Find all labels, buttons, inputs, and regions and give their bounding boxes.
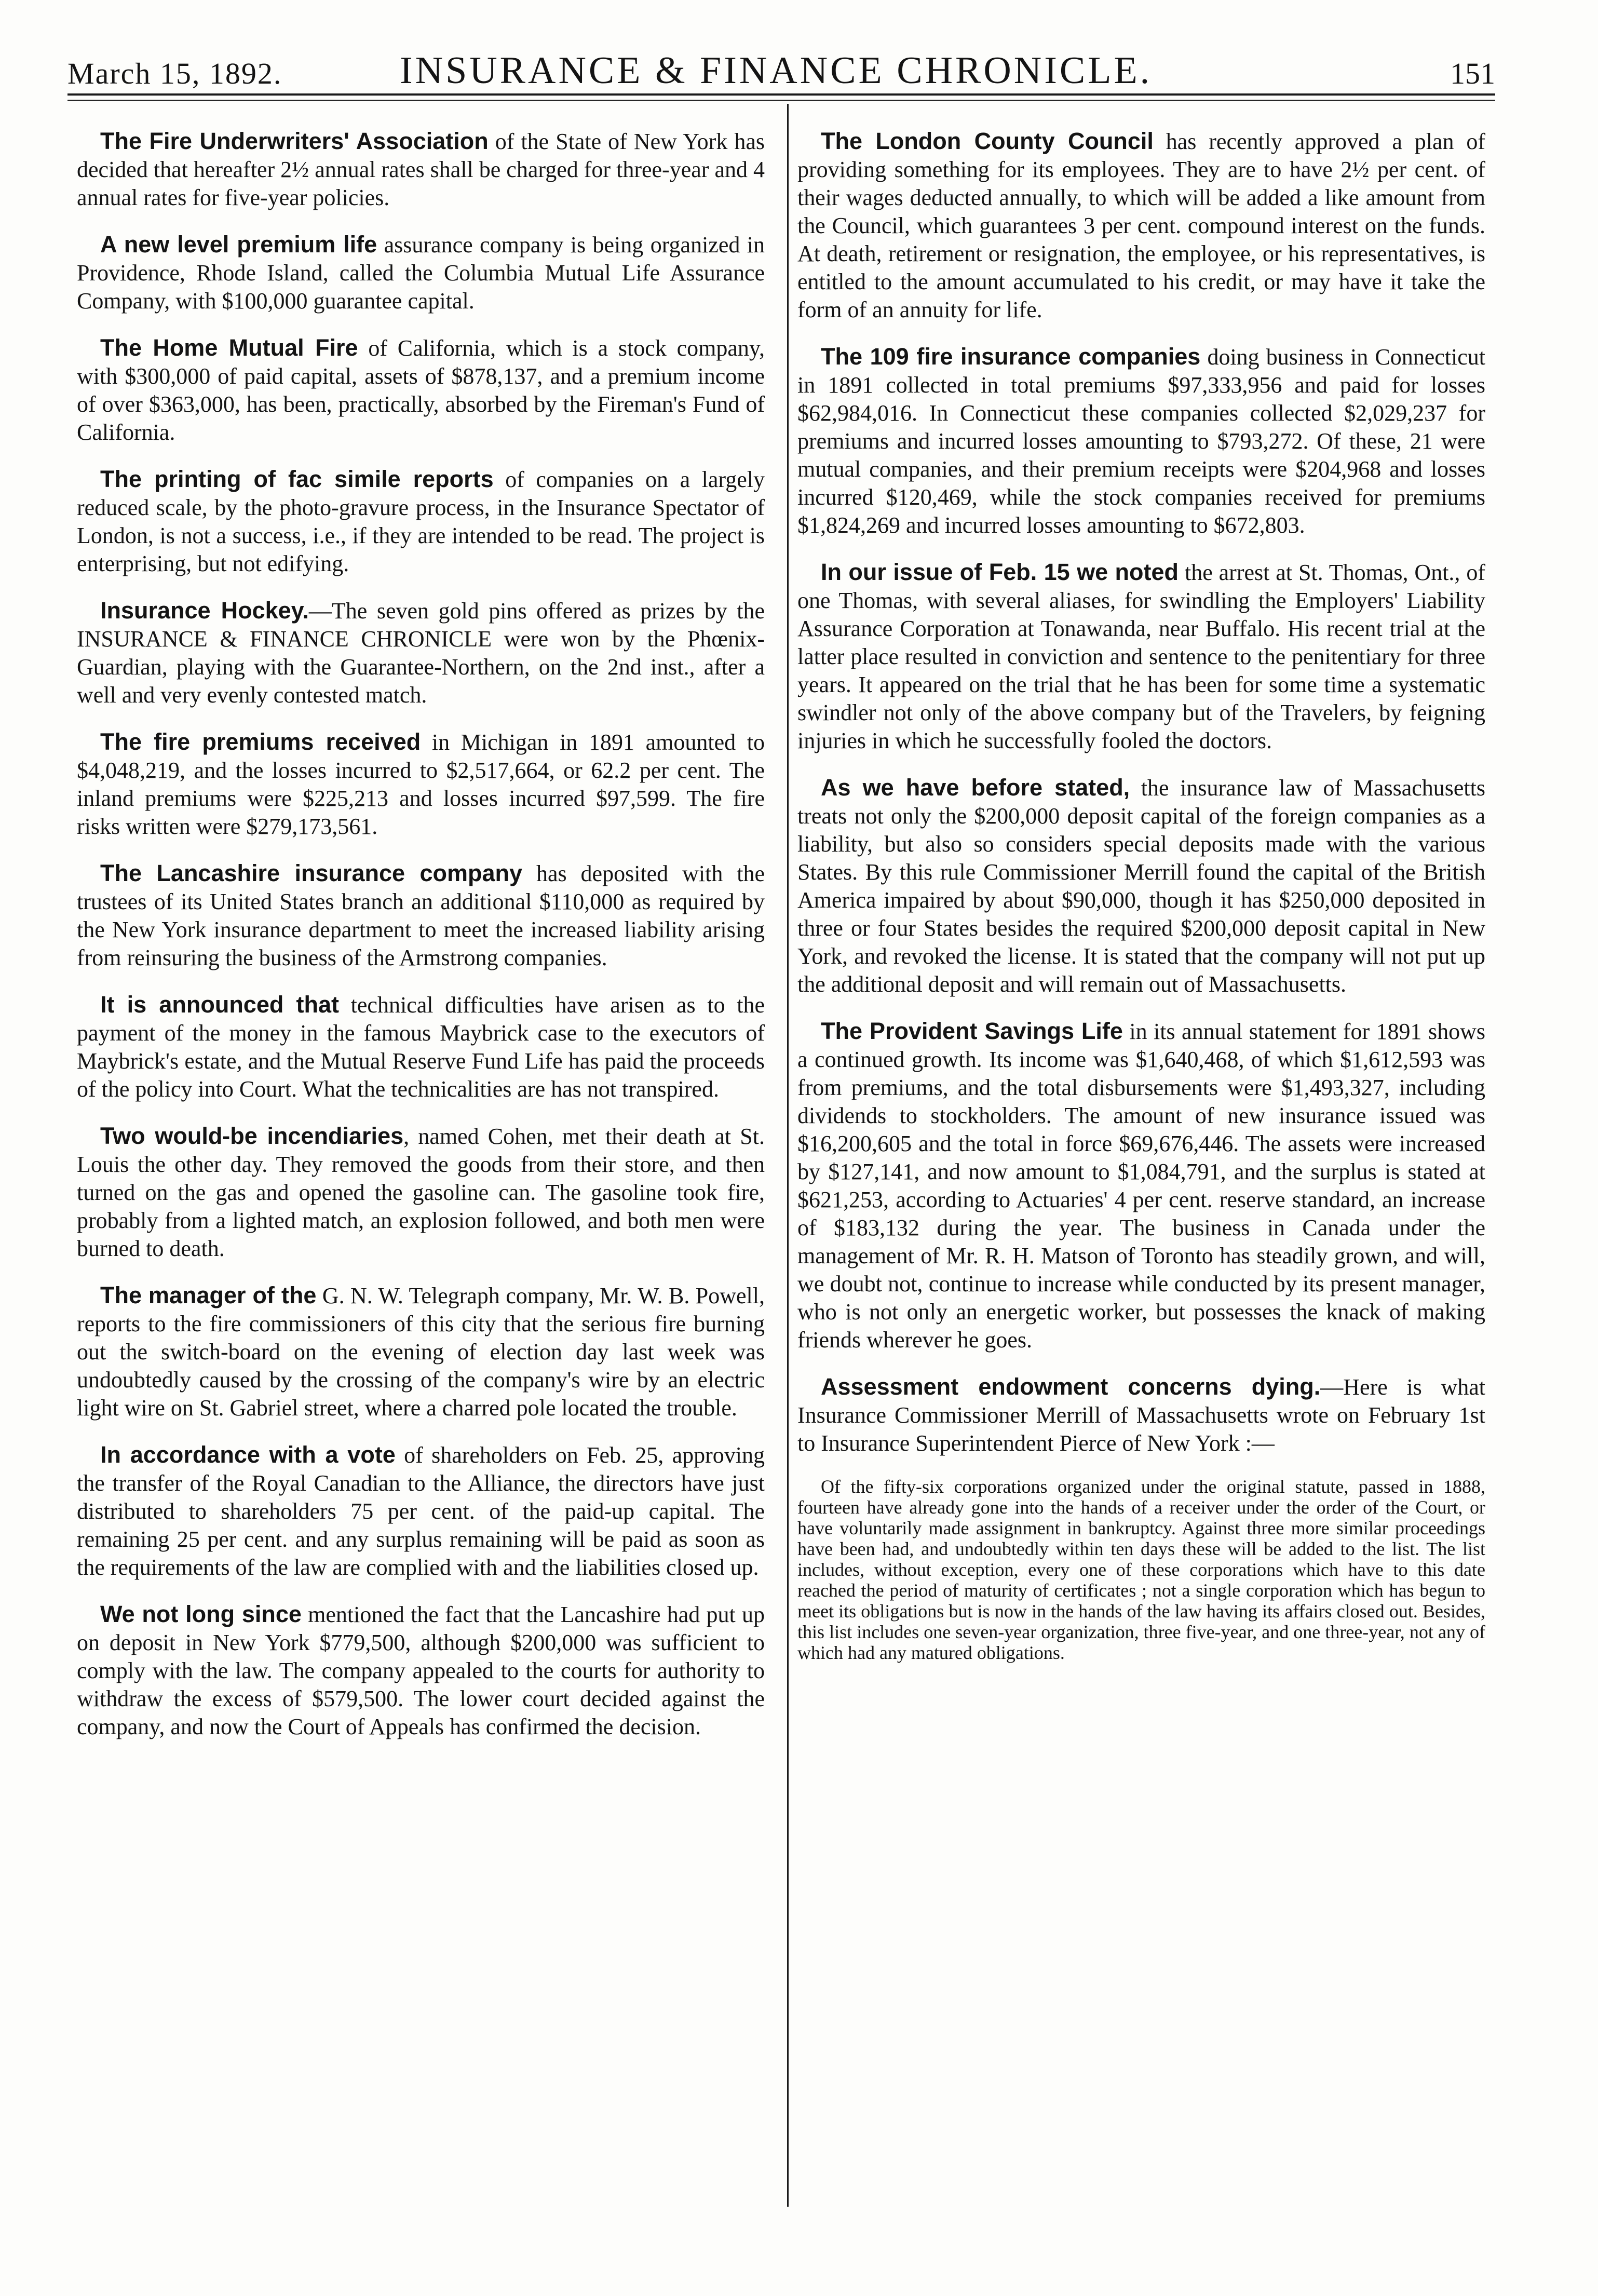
page-header (67, 42, 1495, 99)
news-item (77, 1441, 765, 1582)
header-rule-thick (67, 93, 1495, 96)
news-item (77, 597, 765, 709)
news-item-text: has recently approved a plan of providing something for its employees. They are to have 2½ per cent. of their wages deducted annually, to which will be added a like amount from the Council, which guarantees 3 per cent. compound interest on the funds. At death, retirement or resignation, the employee, or his representatives, is entitled to the amount accumulated to his credit, or may have it take the form of an annuity for life. (797, 129, 1485, 322)
news-item (77, 465, 765, 578)
news-item-lead: The London County Council (821, 128, 1154, 154)
news-item-lead: In our issue of Feb. 15 we noted (821, 559, 1179, 585)
news-item-text: has deposited with the trustees of its United States branch an additional $110,000 as required by the New York insurance department to meet the increased liability arising from reinsuring the business of the Armstrong companies. (77, 861, 765, 970)
news-item (77, 1600, 765, 1741)
news-item-lead: Two would-be incendiaries (100, 1123, 404, 1149)
news-item-text: G. N. W. Telegraph company, Mr. W. B. Powell, reports to the fire commissioners of this city that the serious fire burning out the switch-board on the evening of election day last week was undoubtedly caused by the crossing of the company's wire by an electric light wire on St. Gabriel street, where a charred pole located the trouble. (77, 1283, 765, 1421)
left-column (77, 127, 765, 2209)
news-item (77, 728, 765, 841)
news-item (77, 334, 765, 447)
news-item (77, 1281, 765, 1422)
news-item-text: of the State of New York has decided that hereafter 2½ annual rates shall be charged for three-year and 4 annual rates for five-year policies. (77, 129, 765, 210)
right-column-items (797, 127, 1485, 1457)
news-item (77, 859, 765, 972)
news-item (797, 127, 1485, 324)
column-divider (787, 104, 789, 2207)
news-item (797, 1373, 1485, 1457)
news-item-lead: The fire premiums received (100, 728, 421, 755)
news-item-text: of California, which is a stock company, with $300,000 of paid capital, assets of $878,137, and a premium income of over $363,000, has been, practically, absorbed by the Fireman's Fund of California. (77, 335, 765, 445)
news-item-lead: The Lancashire insurance company (100, 860, 523, 886)
news-item-lead: The 109 fire insurance companies (821, 343, 1201, 370)
news-item (797, 774, 1485, 998)
news-item-lead: The Home Mutual Fire (100, 334, 358, 361)
news-item-lead: We not long since (100, 1601, 302, 1627)
news-item-text: in Michigan in 1891 amounted to $4,048,219, and the losses incurred to $2,517,664, or 62.2 per cent. The inland premiums were $225,213 and losses incurred $97,599. The fire risks written were $279,173,561. (77, 730, 765, 839)
news-item (797, 343, 1485, 539)
news-item-text: —The seven gold pins offered as prizes by the INSURANCE & FINANCE CHRONICLE were won by the Phœnix-Guardian, playing with the Guarantee-Northern, on the 2nd inst., after a well and very evenly contested match. (77, 598, 765, 708)
news-item-text: mentioned the fact that the Lancashire had put up on deposit in New York $779,500, although $200,000 was sufficient to comply with the law. The company appealed to the courts for authority to withdraw the excess of $579,500. The lower court decided against the company, and now the Court of Appeals has confirmed the decision. (77, 1602, 765, 1739)
news-item (797, 558, 1485, 755)
news-item (77, 991, 765, 1103)
news-item-lead: The Fire Underwriters' Association (100, 128, 489, 154)
news-item (77, 127, 765, 212)
news-item-lead: As we have before stated, (821, 774, 1130, 801)
news-item-lead: The Provident Savings Life (821, 1018, 1123, 1044)
news-item-text: the insurance law of Massachusetts treats not only the $200,000 deposit capital of the foreign companies as a liability, but also so considers special deposits made with the various States. By this rule Commissioner Merrill found the capital of the British America impaired by about $90,000, though it has $250,000 deposited in three or four States besides the required $200,000 deposit capital in New York, and revoked the license. It is stated that the company will not put up the additional deposit and will remain out of Massachusetts. (797, 775, 1485, 997)
news-item-text: , named Cohen, met their death at St. Louis the other day. They removed the goods from their store, and then turned on the gas and opened the gasoline can. The gasoline took fire, probably from a lighted match, an explosion followed, and both men were burned to death. (77, 1124, 765, 1261)
right-column (797, 127, 1485, 2209)
news-item (77, 1122, 765, 1263)
news-item-text: assurance company is being organized in Providence, Rhode Island, called the Columbia Mutual Life Assurance Company, with $100,000 guarantee capital. (77, 232, 765, 314)
news-item-lead: The manager of the (100, 1282, 317, 1308)
news-item-text: the arrest at St. Thomas, Ont., of one Thomas, with several aliases, for swindling the Employers' Liability Assurance Corporation at Tonawanda, near Buffalo. His recent trial at the latter place resulted in conviction and sentence to the penitentiary for three years. It appeared on the trial that he has been for some time a systematic swindler not only of the above company but of the Travelers, by feigning injuries in which he successfully fooled the doctors. (797, 560, 1485, 753)
news-item-text: in its annual statement for 1891 shows a continued growth. Its income was $1,640,468, of which $1,612,593 was from premiums, and the total disbursements were $1,493,327, including dividends to stockholders. The amount of new insurance issued was $16,200,605 and the total in force $69,676,446. The assets were increased by $127,141, and now amount to $1,084,791, and the surplus is stated at $621,253, according to Actuaries' 4 per cent. reserve standard, an increase of $183,132 during the year. The business in Canada under the management of Mr. R. H. Matson of Toronto has steadily grown, and will, we doubt not, continue to increase while conducted by its present manager, who is not only an energetic worker, but possesses the knack of making friends wherever he goes. (797, 1019, 1485, 1353)
news-item-text: of shareholders on Feb. 25, approving the transfer of the Royal Canadian to the Alliance, the directors have just distributed to shareholders 75 per cent. of the paid-up capital. The remaining 25 per cent. and any surplus remaining will be paid as soon as the requirements of the law are complied with and the liabilities closed up. (77, 1442, 765, 1580)
issue-date: March 15, 1892. (67, 57, 282, 90)
news-item-lead: A new level premium life (100, 231, 377, 258)
quoted-letter: Of the fifty-six corporations organized under the original statute, passed in 1888, fourteen have already gone into the hands of a receiver under the order of the Court, or have voluntarily made assignment in bankruptcy. Against three more similar proceedings have been had, and undoubtedly within ten days these will be added to the list. The list includes, without exception, every one of these corporations which have to this date reached the period of maturity of certificates ; not a single corporation which has begun to meet its obligations but is now in the hands of the law having its affairs closed out. Besides, this list includes one seven-year organization, three five-year, and one three-year, not any of which had any matured obligations. (797, 1476, 1485, 1663)
news-item-lead: Assessment endowment concerns dying. (821, 1373, 1321, 1400)
news-item-lead: Insurance Hockey. (100, 597, 309, 624)
publication-title: INSURANCE & FINANCE CHRONICLE. (400, 49, 1153, 92)
page-number: 151 (1450, 57, 1495, 90)
news-item-lead: It is announced that (100, 991, 339, 1018)
news-item-lead: In accordance with a vote (100, 1441, 396, 1468)
news-item-text: technical difficulties have arisen as to the payment of the money in the famous Maybrick case to the executors of Maybrick's estate, and the Mutual Reserve Fund Life has paid the proceeds of the policy into Court. What the technicalities are has not transpired. (77, 992, 765, 1102)
news-item (77, 231, 765, 315)
news-item-text: of companies on a largely reduced scale, by the photo-gravure process, in the Insurance Spectator of London, is not a success, i.e., if they are intended to be read. The project is enterprising, but not edifying. (77, 467, 765, 576)
header-rule-thin (67, 100, 1495, 101)
news-item-lead: The printing of fac simile reports (100, 466, 494, 492)
news-item-text: —Here is what Insurance Commissioner Merrill of Massachusetts wrote on February 1st to Insurance Superintendent Pierce of New York :— (797, 1374, 1485, 1456)
news-item-text: doing business in Connecticut in 1891 collected in total premiums $97,333,956 and paid for losses $62,984,016. In Connecticut these companies collected $2,029,237 for premiums and incurred losses amounting to $793,272. Of these, 21 were mutual companies, and their premium receipts were $204,968 and losses incurred $120,469, while the stock companies received for premiums $1,824,269 and incurred losses amounting to $672,803. (797, 344, 1485, 538)
news-item (797, 1017, 1485, 1354)
